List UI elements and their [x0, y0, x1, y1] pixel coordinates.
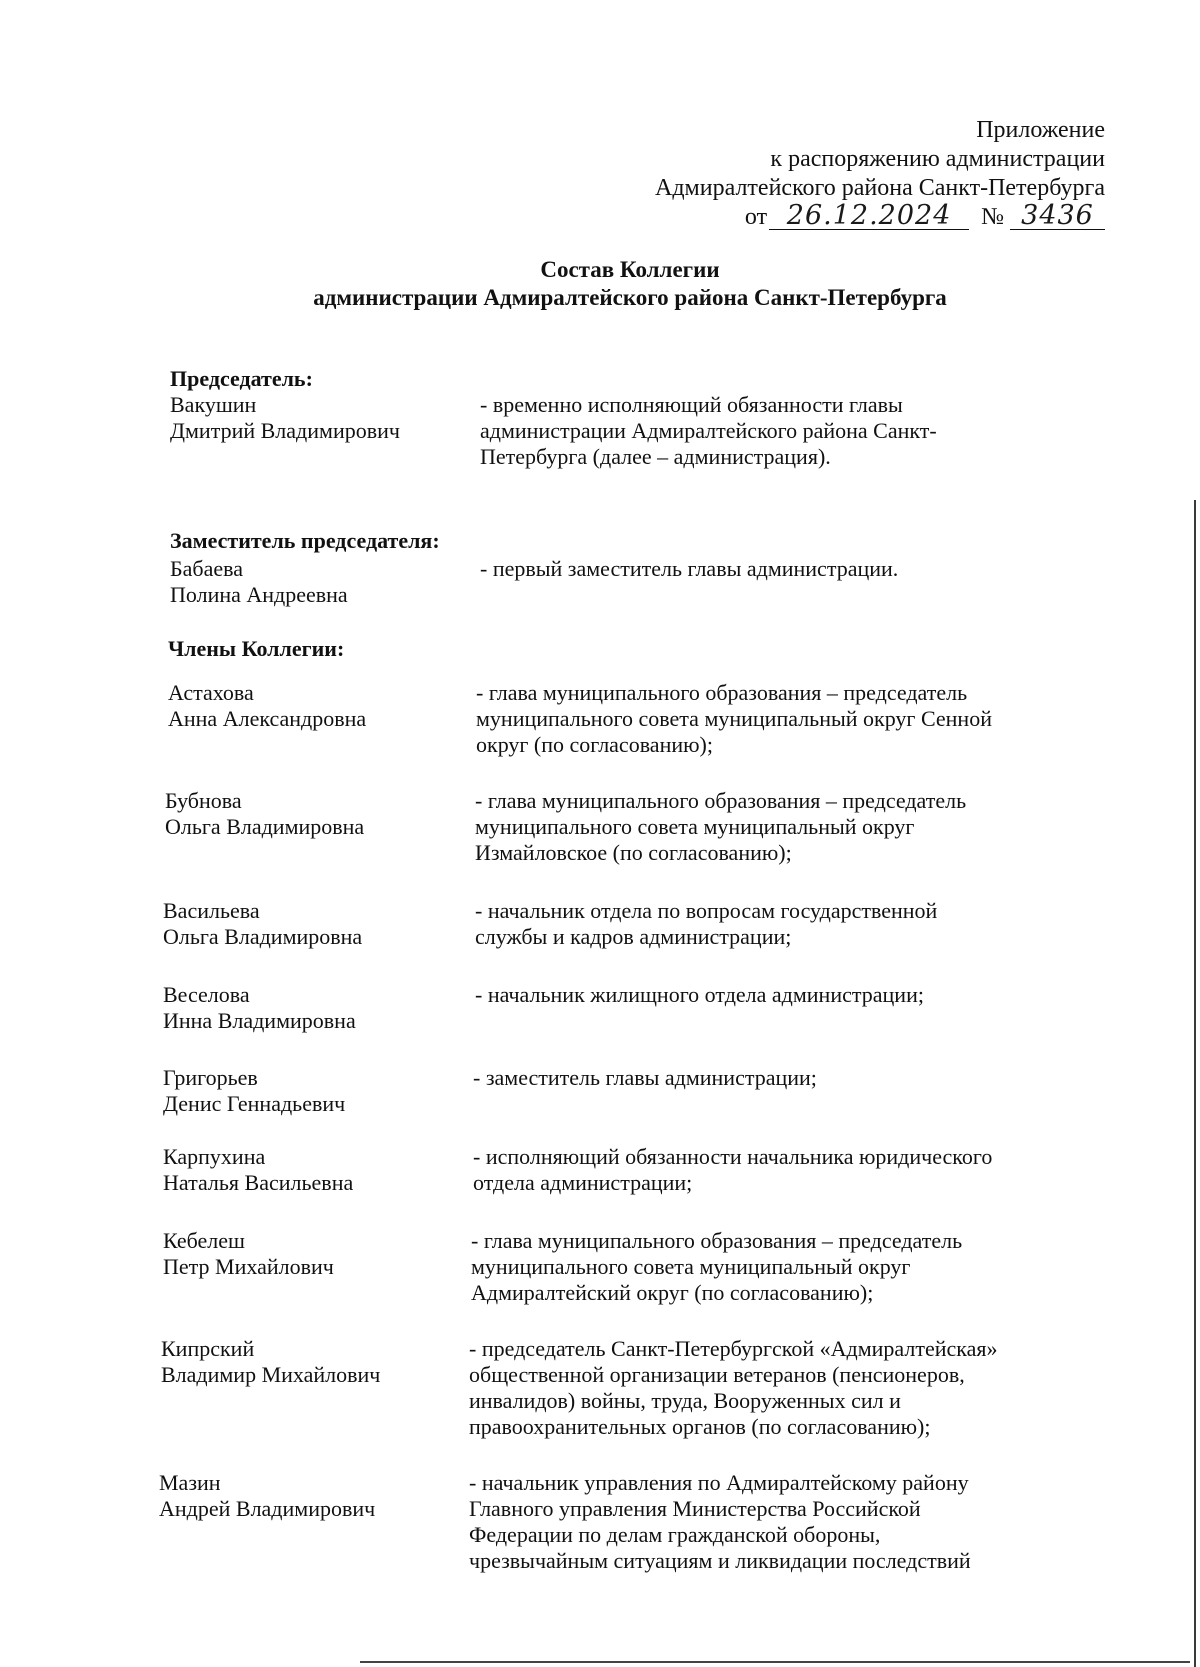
person-surname: Веселова	[163, 982, 250, 1007]
person-given-names: Инна Владимировна	[163, 1008, 356, 1033]
person-surname: Бубнова	[165, 788, 242, 813]
person-name	[163, 982, 463, 1034]
date-prefix: от	[744, 204, 768, 230]
header-date-number-line	[655, 200, 1105, 232]
person-name	[168, 680, 468, 732]
members-heading: Члены Коллегии:	[168, 636, 345, 661]
chairman-heading: Председатель:	[170, 366, 313, 391]
person-role: - глава муниципального образования – председатель муниципального совета муниципальный округ Измайловское (по согласованию);	[475, 788, 967, 865]
document-title-line-2: администрации Адмиралтейского района Санкт-Петербурга	[313, 285, 947, 310]
person-surname: Григорьев	[163, 1065, 258, 1090]
person-name	[163, 898, 463, 950]
person-role: - глава муниципального образования – председатель муниципального совета муниципальный округ Сенной округ (по согласованию);	[476, 680, 992, 757]
date-field	[769, 200, 969, 231]
person-role: - начальник жилищного отдела администрации;	[475, 982, 924, 1007]
person-surname: Васильева	[163, 898, 260, 923]
scan-bottom-line	[360, 1661, 1190, 1663]
person-role: - председатель Санкт-Петербургской «Адмиралтейская» общественной организации ветеранов (пенсионеров, инвалидов) войны, труда, Вооруженных сил и правоохранительных органов (по согласованию);	[469, 1336, 998, 1439]
person-name	[165, 788, 465, 840]
person-surname: Мазин	[159, 1470, 221, 1495]
person-given-names: Дмитрий Владимирович	[170, 418, 400, 443]
header-line-3: Адмиралтейского района Санкт-Петербурга	[655, 175, 1105, 201]
person-given-names: Андрей Владимирович	[159, 1496, 376, 1521]
person-surname: Вакушин	[170, 392, 257, 417]
person-given-names: Владимир Михайлович	[161, 1362, 381, 1387]
document-title-line-1: Состав Коллегии	[540, 257, 720, 282]
header-line-1: Приложение	[976, 117, 1105, 143]
person-surname: Карпухина	[163, 1144, 266, 1169]
person-surname: Бабаева	[170, 556, 243, 581]
person-name	[159, 1470, 459, 1522]
person-role: - глава муниципального образования – председатель муниципального совета муниципальный округ Адмиралтейский округ (по согласованию);	[471, 1228, 963, 1305]
person-name	[170, 556, 470, 608]
person-given-names: Петр Михайлович	[163, 1254, 334, 1279]
person-name	[163, 1144, 463, 1196]
person-name	[161, 1336, 461, 1388]
person-given-names: Денис Геннадьевич	[163, 1091, 346, 1116]
person-name	[163, 1065, 463, 1117]
person-role: - заместитель главы администрации;	[473, 1065, 817, 1090]
person-name	[163, 1228, 463, 1280]
handwritten-number: 3436	[1021, 200, 1094, 231]
person-role: - временно исполняющий обязанности главы администрации Адмиралтейского района Санкт-Петербурга (далее – администрация).	[480, 392, 937, 469]
person-surname: Кипрский	[161, 1336, 255, 1361]
appendix-header	[655, 116, 1105, 232]
number-prefix: №	[981, 204, 1004, 230]
scan-edge-line	[1194, 500, 1196, 1667]
person-given-names: Анна Александровна	[168, 706, 367, 731]
person-role: - начальник управления по Адмиралтейскому району Главного управления Министерства Российской Федерации по делам гражданской обороны, чрезвычайным ситуациям и ликвидации последствий	[469, 1470, 971, 1573]
number-field	[1010, 200, 1105, 231]
person-name	[170, 392, 470, 444]
header-line-2: к распоряжению администрации	[770, 146, 1105, 172]
person-given-names: Полина Андреевна	[170, 582, 348, 607]
person-surname: Кебелеш	[163, 1228, 245, 1253]
person-given-names: Наталья Васильевна	[163, 1170, 354, 1195]
person-surname: Астахова	[168, 680, 254, 705]
deputy-heading: Заместитель председателя:	[170, 528, 440, 553]
person-given-names: Ольга Владимировна	[163, 924, 363, 949]
person-role: - первый заместитель главы администрации.	[480, 556, 899, 581]
person-role: - начальник отдела по вопросам государственной службы и кадров администрации;	[475, 898, 938, 949]
person-given-names: Ольга Владимировна	[165, 814, 365, 839]
handwritten-date: 26.12.2024	[786, 200, 952, 231]
person-role: - исполняющий обязанности начальника юридического отдела администрации;	[473, 1144, 993, 1195]
